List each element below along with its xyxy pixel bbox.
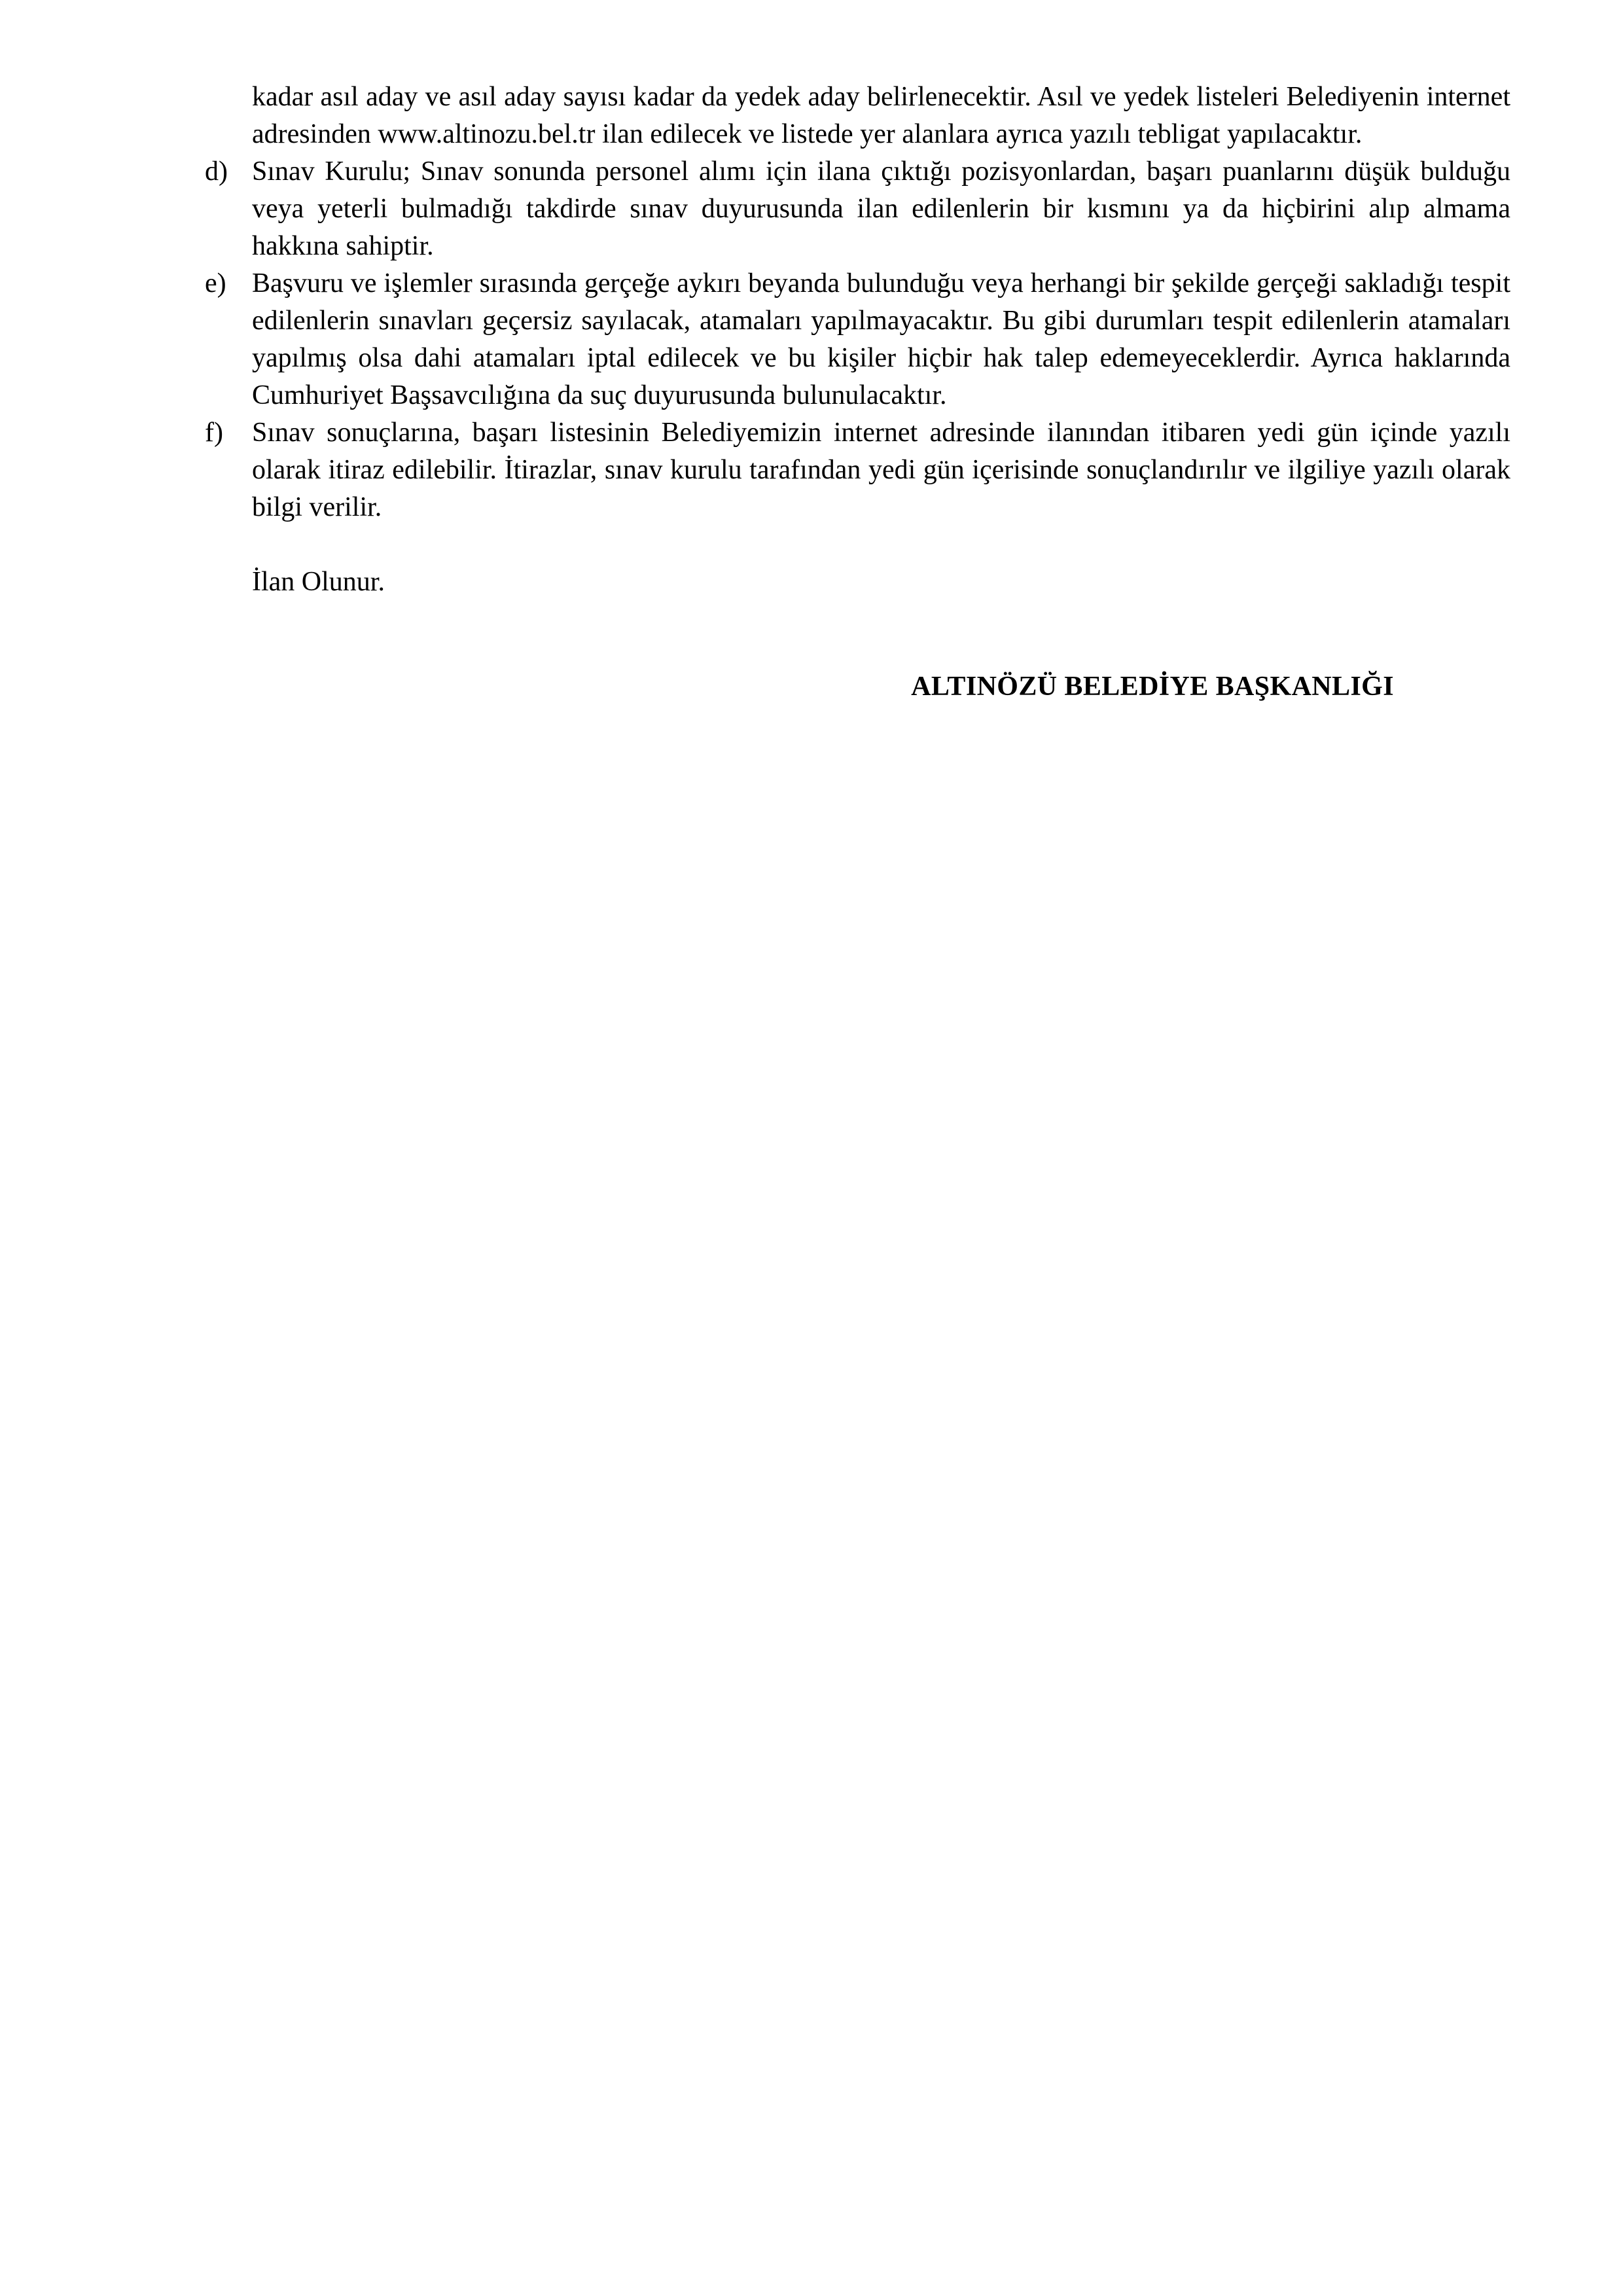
document-body xyxy=(205,79,1510,706)
closing-statement: İlan Olunur. xyxy=(252,567,385,597)
list-item-e xyxy=(205,265,1510,414)
continuation-paragraph: kadar asıl aday ve asıl aday sayısı kadar da yedek aday belirlenecektir. Asıl ve yedek listeleri Belediyenin internet adresinden www.altinozu.bel.tr ilan edilecek ve listede yer alanlara ayrıca yazılı tebligat yapılacaktır. xyxy=(252,82,1510,149)
list-marker-d: d) xyxy=(205,156,228,187)
list-item-f xyxy=(205,414,1510,526)
list-marker-e: e) xyxy=(205,268,226,298)
lettered-list xyxy=(205,153,1510,526)
list-item-d-text: Sınav Kurulu; Sınav sonunda personel alımı için ilana çıktığı pozisyonlardan, başarı puanlarını düşük bulduğu veya yeterli bulmadığı takdirde sınav duyurusunda ilan edilenlerin bir kısmını ya da hiçbirini alıp almama hakkına sahiptir. xyxy=(252,156,1510,261)
list-marker-f: f) xyxy=(205,418,223,448)
list-item-d xyxy=(205,153,1510,265)
list-item-f-text: Sınav sonuçlarına, başarı listesinin Belediyemizin internet adresinde ilanından itibaren yedi gün içinde yazılı olarak itiraz edilebilir. İtirazlar, sınav kurulu tarafından yedi gün içerisinde sonuçlandırılır ve ilgiliye yazılı olarak bilgi verilir. xyxy=(252,418,1510,522)
list-item-e-text: Başvuru ve işlemler sırasında gerçeğe aykırı beyanda bulunduğu veya herhangi bir şekilde gerçeği sakladığı tespit edilenlerin sınavları geçersiz sayılacak, atamaları yapılmayacaktır. Bu gibi durumları tespit edilenlerin atamaları yapılmış olsa dahi atamaları iptal edilecek ve bu kişiler hiçbir hak talep edemeyeceklerdir. Ayrıca haklarında Cumhuriyet Başsavcılığına da suç duyurusunda bulunulacaktır. xyxy=(252,268,1510,410)
signature-authority: ALTINÖZÜ BELEDİYE BAŞKANLIĞI xyxy=(911,672,1394,702)
signature-block xyxy=(205,668,1510,706)
